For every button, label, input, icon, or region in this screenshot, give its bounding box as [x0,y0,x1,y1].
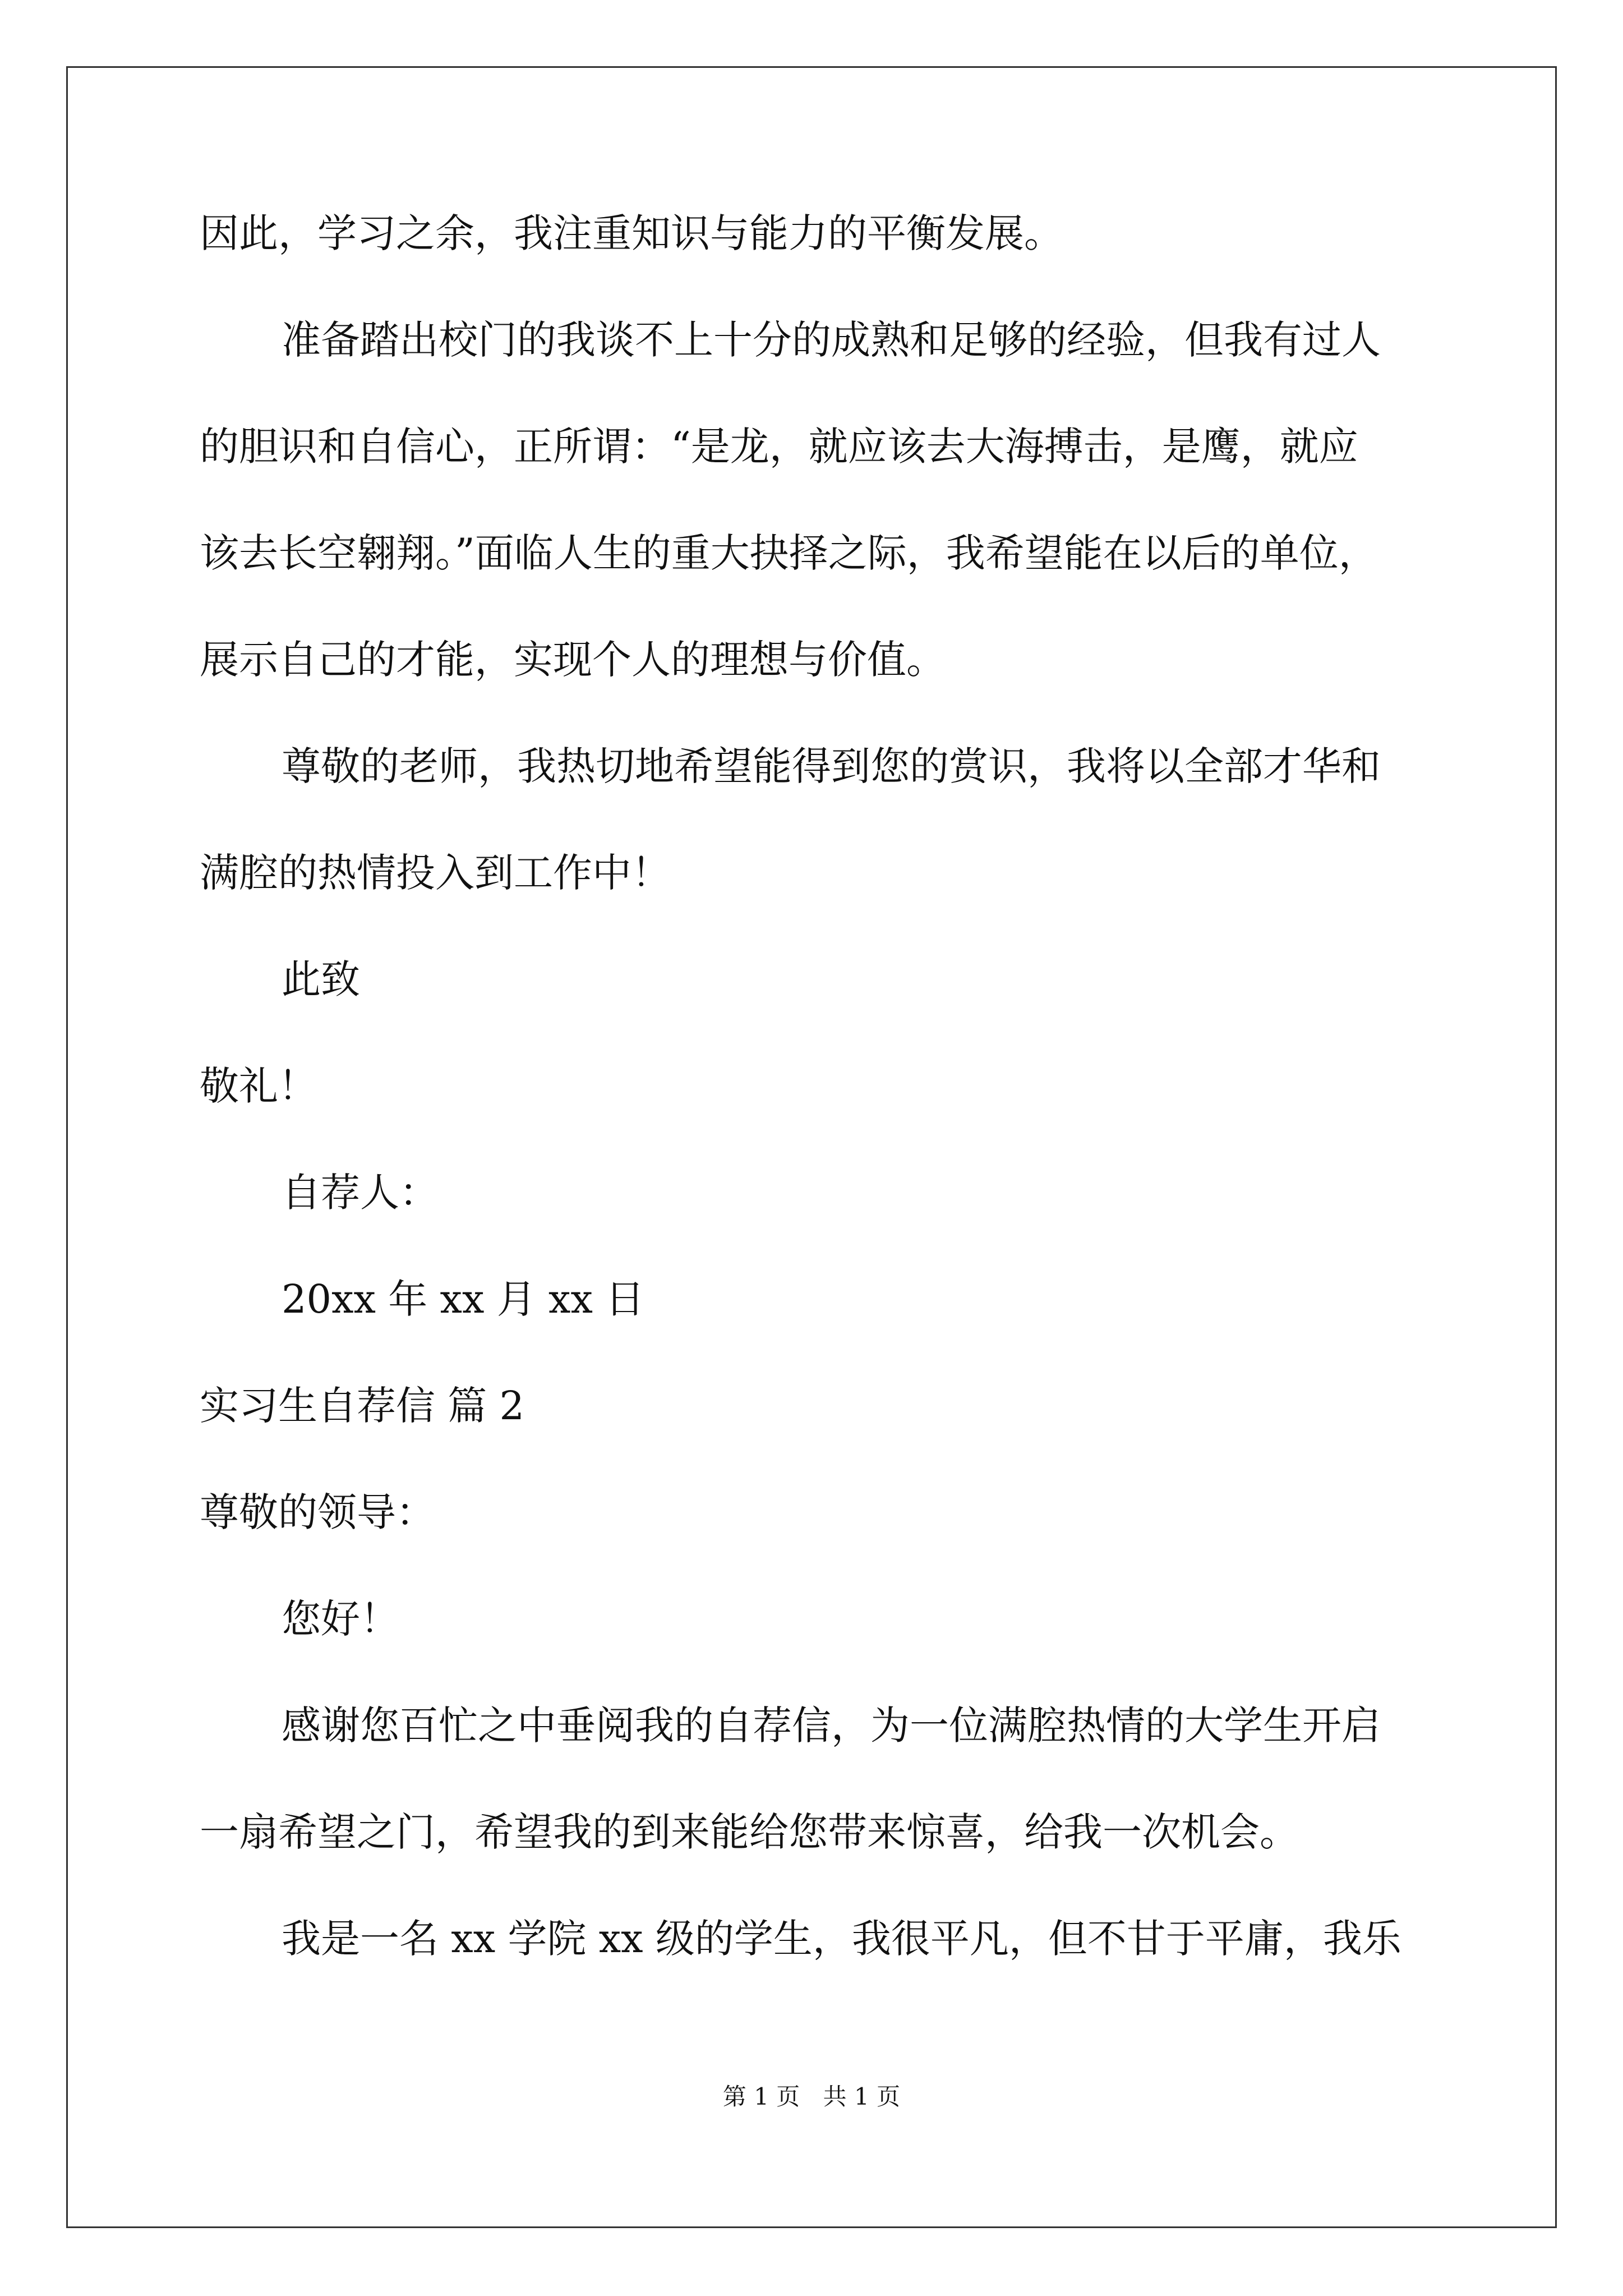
text-line: 尊敬的老师，我热切地希望能得到您的赏识，我将以全部才华和 [282,743,1381,789]
text-line: 展示自己的才能，实现个人的理想与价值。 [200,637,946,683]
text-line: 因此，学习之余，我注重知识与能力的平衡发展。 [200,210,1063,256]
page-number-current: 第 1 页 [722,2083,800,2110]
text-line: 该去长空翱翔。”面临人生的重大抉择之际，我希望能在以后的单位， [200,530,1378,576]
text-line: 此致 [282,956,360,1002]
text-line: 敬礼！ [200,1063,317,1109]
page-number-total: 共 1 页 [823,2083,901,2110]
section-heading: 实习生自荐信 篇 2 [200,1383,525,1429]
text-line: 我是一名 xx 学院 xx 级的学生，我很平凡，但不甘于平庸，我乐 [282,1916,1401,1962]
text-line: 您好！ [282,1596,399,1642]
page-border [66,66,1557,2228]
text-line: 的胆识和自信心，正所谓：“是龙，就应该去大海搏击，是鹰，就应 [200,424,1358,470]
text-line: 感谢您百忙之中垂阅我的自荐信，为一位满腔热情的大学生开启 [282,1703,1381,1749]
text-line: 一扇希望之门，希望我的到来能给您带来惊喜，给我一次机会。 [200,1809,1299,1855]
text-line: 自荐人： [282,1170,439,1216]
text-line: 尊敬的领导： [200,1489,435,1535]
text-line: 20xx 年 xx 月 xx 日 [282,1276,645,1322]
page-footer [0,2080,1623,2114]
text-line: 满腔的热情投入到工作中！ [200,850,671,896]
text-line: 准备踏出校门的我谈不上十分的成熟和足够的经验，但我有过人 [282,317,1381,363]
